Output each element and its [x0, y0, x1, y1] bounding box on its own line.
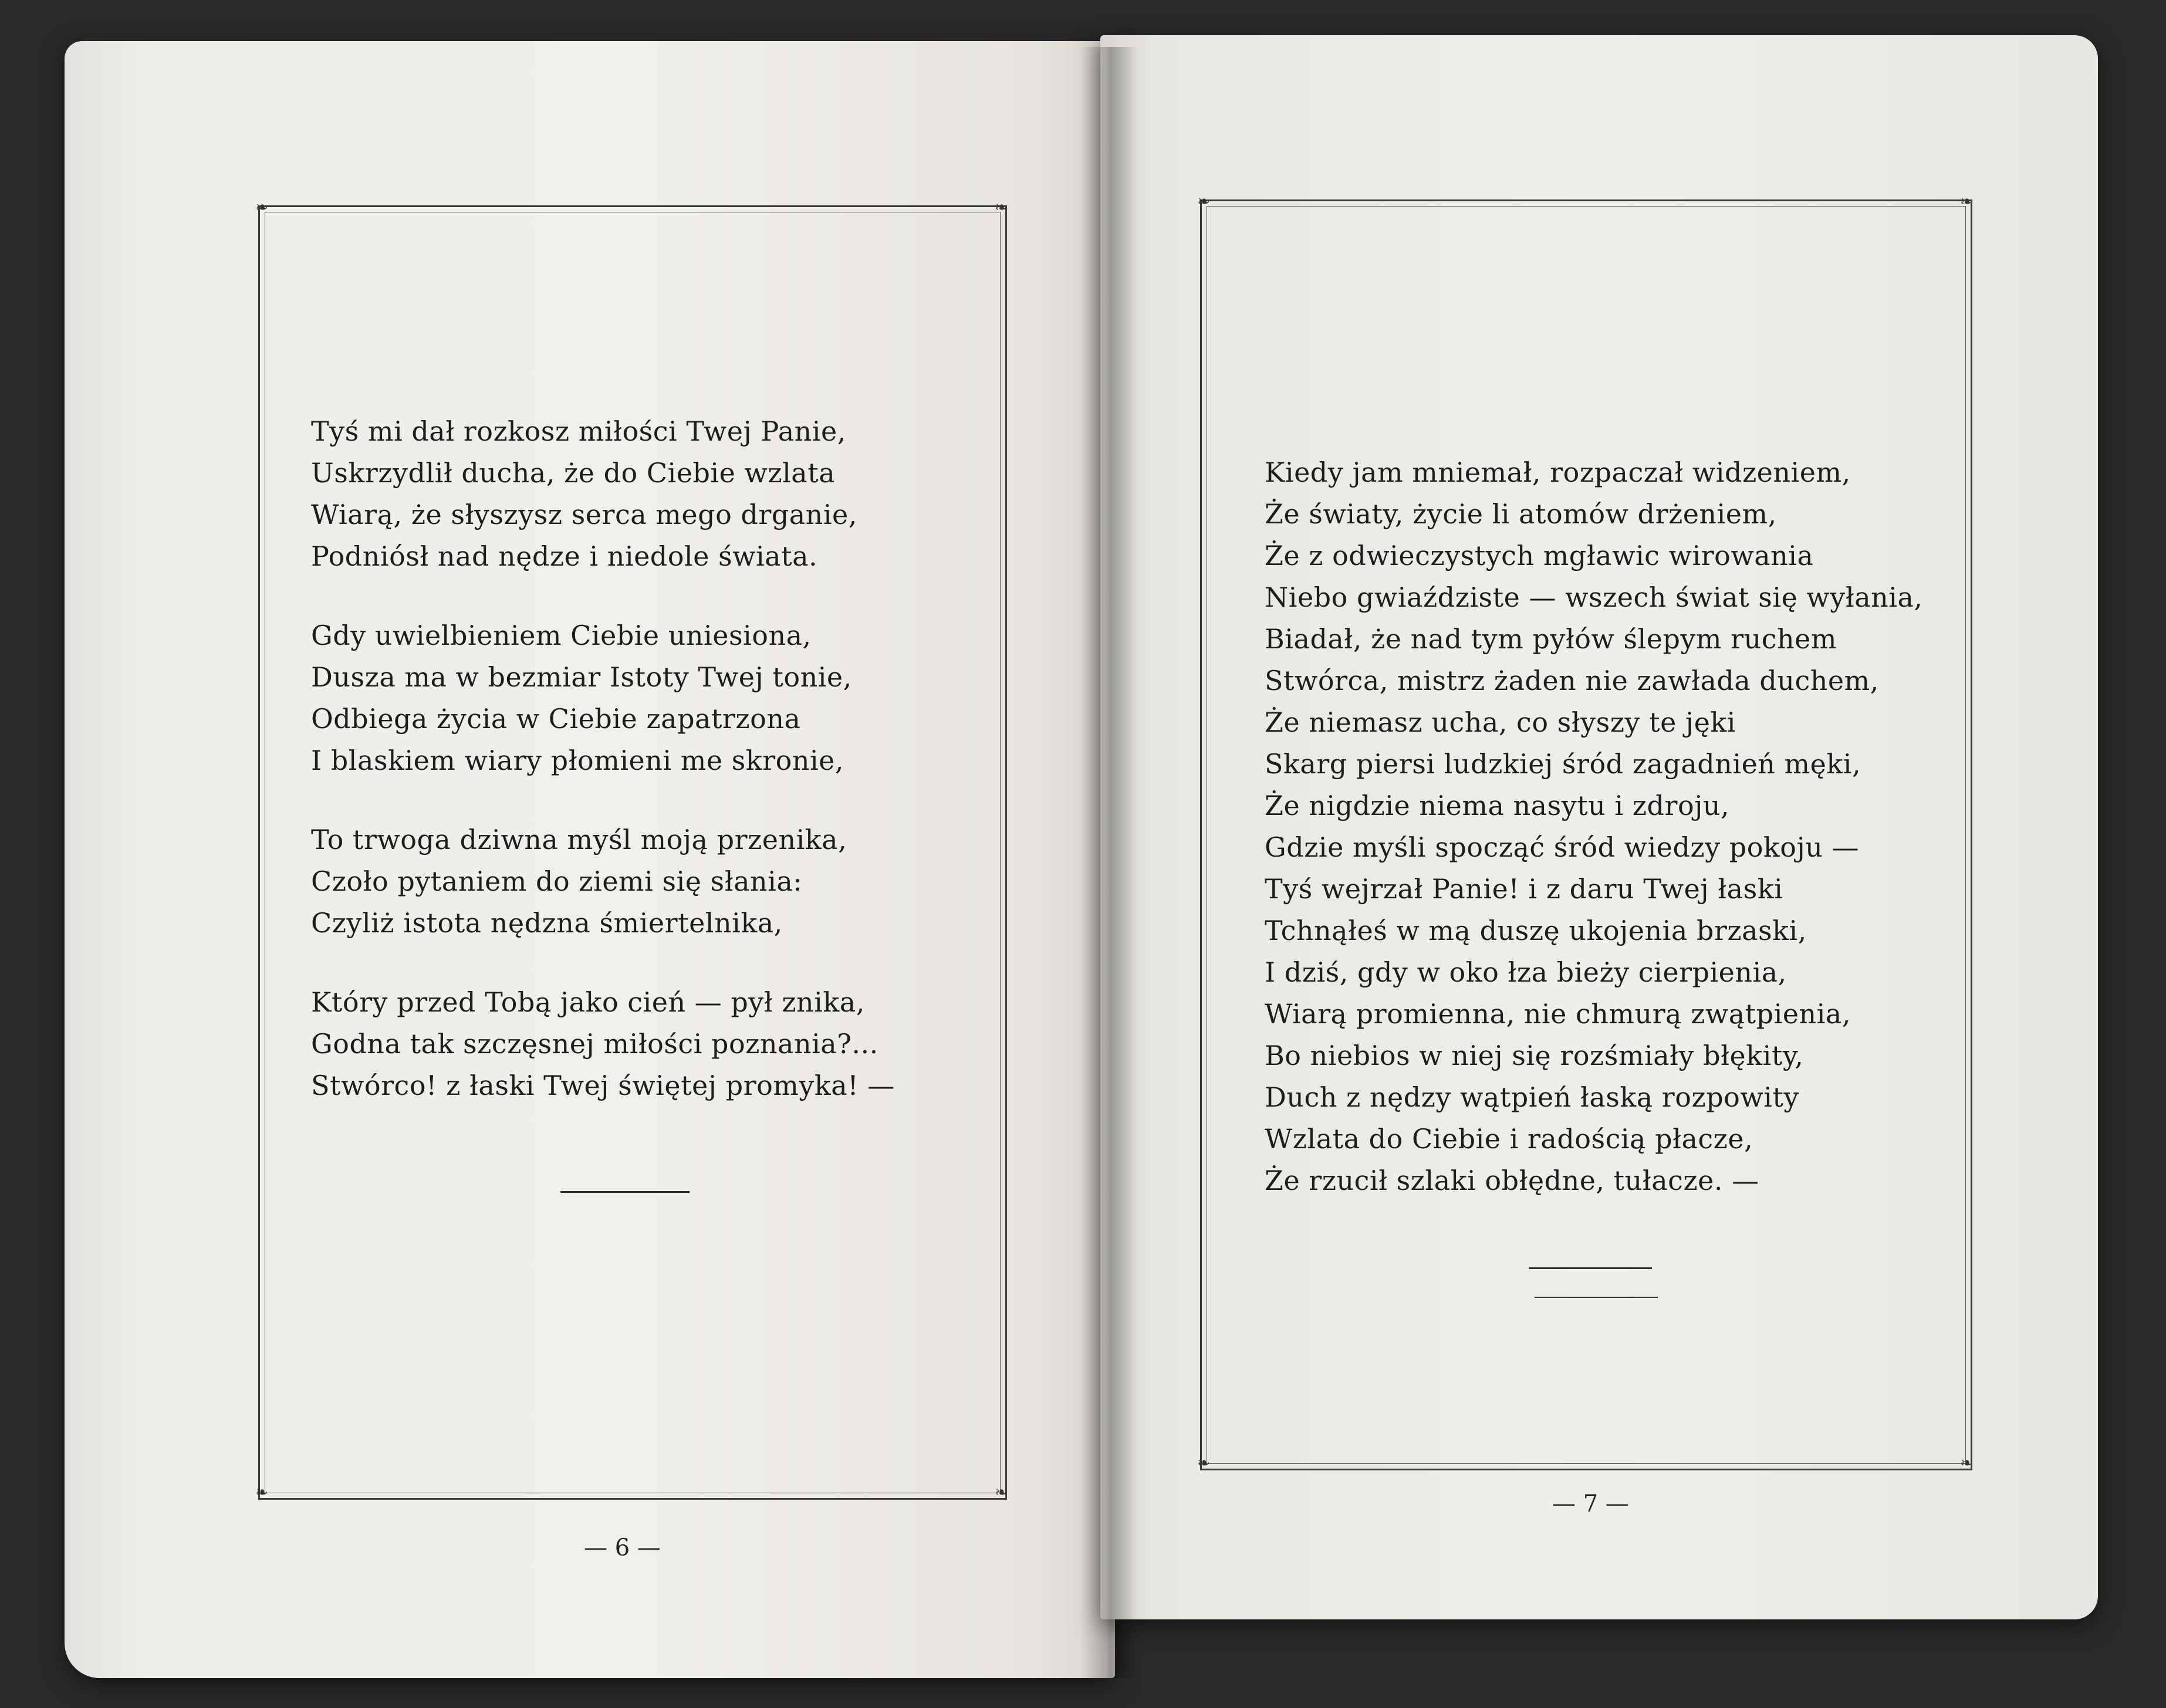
poem-line: Wzlata do Ciebie i radością płacze,: [1265, 1123, 1753, 1155]
poem-line: Niebo gwiaździste — wszech świat się wyłania,: [1265, 581, 1923, 613]
poem-line: Czoło pytaniem do ziemi się słania:: [311, 865, 803, 897]
poem-line: Uskrzydlił ducha, że do Ciebie wzlata: [311, 457, 836, 489]
stanza: [1265, 452, 1923, 1202]
corner-ornament-icon: ❧: [995, 199, 1008, 217]
page-number: — 6 —: [584, 1534, 661, 1561]
corner-ornament-icon: ❧: [1960, 1455, 1973, 1472]
end-rule: [560, 1191, 690, 1193]
stanza: [311, 819, 895, 944]
poem-line: Godna tak szczęsnej miłości poznania?...: [311, 1028, 878, 1060]
poem-line: Skarg piersi ludzkiej śród zagadnień męki,: [1265, 748, 1861, 780]
stanza: [311, 411, 895, 577]
corner-ornament-icon: ❧: [1197, 1455, 1210, 1472]
poem-line: Wiarą promienna, nie chmurą zwątpienia,: [1265, 998, 1851, 1030]
poem-line: Dusza ma w bezmiar Istoty Twej tonie,: [311, 661, 852, 693]
poem-line: Tyś wejrzał Panie! i z daru Twej łaski: [1265, 873, 1783, 905]
poem-line: Odbiega życia w Ciebie zapatrzona: [311, 703, 801, 735]
poem-line: I dziś, gdy w oko łza bieży cierpienia,: [1265, 956, 1787, 988]
poem-line: Bo niebios w niej się rozśmiały błękity,: [1265, 1040, 1804, 1071]
poem-line: Stwórca, mistrz żaden nie zawłada duchem,: [1265, 665, 1879, 696]
end-rule: [1529, 1267, 1652, 1269]
left-poem: [311, 411, 895, 1144]
poem-line: Tchnąłeś w mą duszę ukojenia brzaski,: [1265, 915, 1807, 946]
poem-line: Wiarą, że słyszysz serca mego drganie,: [311, 499, 857, 530]
stanza: [311, 982, 895, 1107]
poem-line: Że niemasz ucha, co słyszy te jęki: [1265, 706, 1736, 738]
poem-line: Że nigdzie niema nasytu i zdroju,: [1265, 790, 1730, 821]
corner-ornament-icon: ❧: [1960, 193, 1973, 211]
poem-line: Biadał, że nad tym pyłów ślepym ruchem: [1265, 623, 1837, 655]
end-rule: [1535, 1297, 1658, 1298]
poem-line: Gdy uwielbieniem Ciebie uniesiona,: [311, 620, 812, 651]
poem-line: Duch z nędzy wątpień łaską rozpowity: [1265, 1081, 1799, 1113]
poem-line: Gdzie myśli spocząć śród wiedzy pokoju —: [1265, 831, 1859, 863]
poem-line: Czyliż istota nędzna śmiertelnika,: [311, 907, 783, 939]
corner-ornament-icon: ❧: [995, 1484, 1008, 1501]
poem-line: Że rzucił szlaki obłędne, tułacze. —: [1265, 1165, 1759, 1196]
poem-line: Kiedy jam mniemał, rozpaczał widzeniem,: [1265, 456, 1851, 488]
poem-line: To trwoga dziwna myśl moją przenika,: [311, 824, 847, 855]
page-number: — 7 —: [1552, 1490, 1629, 1517]
poem-line: Że z odwieczystych mgławic wirowania: [1265, 540, 1814, 571]
right-poem: [1265, 452, 1923, 1239]
poem-line: Podniósł nad nędze i niedole świata.: [311, 540, 818, 572]
corner-ornament-icon: ❧: [1197, 193, 1210, 211]
poem-line: Tyś mi dał rozkosz miłości Twej Panie,: [311, 415, 846, 447]
poem-line: Że światy, życie li atomów drżeniem,: [1265, 498, 1777, 530]
corner-ornament-icon: ❧: [255, 199, 268, 217]
poem-line: I blaskiem wiary płomieni me skronie,: [311, 745, 844, 776]
poem-line: Który przed Tobą jako cień — pył znika,: [311, 986, 865, 1018]
stanza: [311, 615, 895, 782]
poem-line: Stwórco! z łaski Twej świętej promyka! —: [311, 1070, 895, 1101]
corner-ornament-icon: ❧: [255, 1484, 268, 1501]
